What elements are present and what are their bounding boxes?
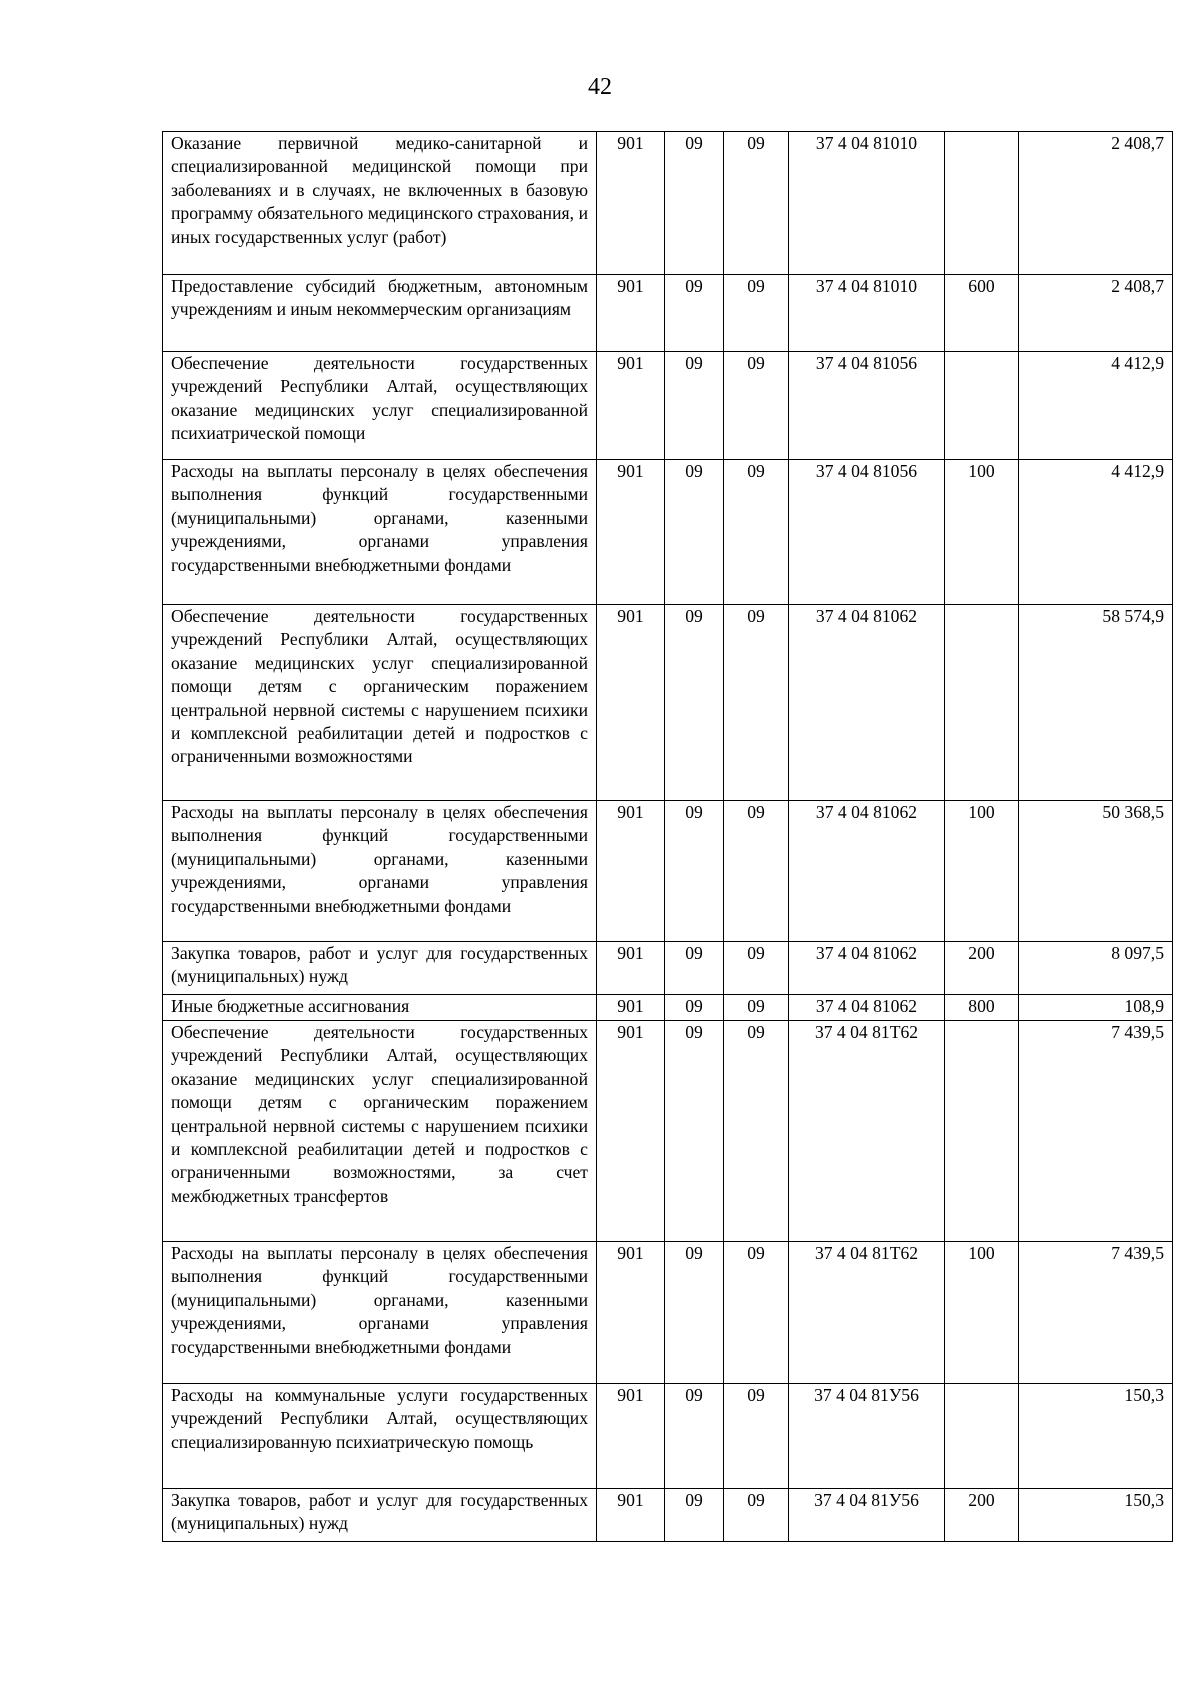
row-description: Оказание первичной медико-санитарной и специализированной медицинской помощи при заболеваниях и в случаях, не включенных в базовую программу обязательного медицинского страхования, и иных государственных услуг (работ) [163,132,597,275]
row-grbs: 901 [597,801,665,942]
row-amount: 50 368,5 [1019,801,1173,942]
row-expense-type [945,1021,1019,1242]
row-target-item: 37 4 04 81У56 [789,1384,945,1489]
row-amount: 7 439,5 [1019,1242,1173,1384]
table-row [163,460,1173,605]
row-grbs: 901 [597,1489,665,1542]
row-section: 09 [665,1021,724,1242]
row-subsection: 09 [724,1242,789,1384]
row-target-item: 37 4 04 81056 [789,460,945,605]
row-section: 09 [665,942,724,995]
row-amount: 7 439,5 [1019,1021,1173,1242]
row-section: 09 [665,275,724,352]
row-section: 09 [665,352,724,460]
table-row [163,942,1173,995]
row-amount: 150,3 [1019,1384,1173,1489]
row-description: Предоставление субсидий бюджетным, автономным учреждениям и иным некоммерческим организациям [163,275,597,352]
row-amount: 2 408,7 [1019,275,1173,352]
row-subsection: 09 [724,132,789,275]
row-target-item: 37 4 04 81010 [789,275,945,352]
budget-table [162,131,1173,1542]
row-amount: 4 412,9 [1019,352,1173,460]
row-target-item: 37 4 04 81056 [789,352,945,460]
row-target-item: 37 4 04 81010 [789,132,945,275]
row-description: Расходы на выплаты персоналу в целях обеспечения выполнения функций государственными (муниципальными) органами, казенными учреждениями, органами управления государственными внебюджетными фондами [163,460,597,605]
row-subsection: 09 [724,942,789,995]
row-grbs: 901 [597,1384,665,1489]
table-row [163,1384,1173,1489]
row-expense-type [945,1384,1019,1489]
row-subsection: 09 [724,1021,789,1242]
row-description: Закупка товаров, работ и услуг для государственных (муниципальных) нужд [163,942,597,995]
row-amount: 58 574,9 [1019,605,1173,801]
row-target-item: 37 4 04 81062 [789,801,945,942]
row-section: 09 [665,132,724,275]
row-section: 09 [665,1384,724,1489]
row-grbs: 901 [597,132,665,275]
row-section: 09 [665,460,724,605]
row-expense-type: 100 [945,1242,1019,1384]
row-description: Обеспечение деятельности государственных учреждений Республики Алтай, осуществляющих оказание медицинских услуг специализированной помощи детям с органическим поражением центральной нервной системы с нарушением психики и комплексной реабилитации детей и подростков с ограниченными возможностями [163,605,597,801]
row-subsection: 09 [724,275,789,352]
row-target-item: 37 4 04 81Т62 [789,1242,945,1384]
row-description: Закупка товаров, работ и услуг для государственных (муниципальных) нужд [163,1489,597,1542]
row-target-item: 37 4 04 81У56 [789,1489,945,1542]
row-section: 09 [665,1489,724,1542]
row-section: 09 [665,1242,724,1384]
row-subsection: 09 [724,460,789,605]
row-amount: 4 412,9 [1019,460,1173,605]
row-grbs: 901 [597,1021,665,1242]
row-subsection: 09 [724,801,789,942]
row-subsection: 09 [724,605,789,801]
row-description: Обеспечение деятельности государственных учреждений Республики Алтай, осуществляющих оказание медицинских услуг специализированной помощи детям с органическим поражением центральной нервной системы с нарушением психики и комплексной реабилитации детей и подростков с ограниченными возможностями, за счет межбюджетных трансфертов [163,1021,597,1242]
row-expense-type: 600 [945,275,1019,352]
row-expense-type [945,352,1019,460]
row-description: Иные бюджетные ассигнования [163,995,597,1021]
row-section: 09 [665,995,724,1021]
row-description: Расходы на выплаты персоналу в целях обеспечения выполнения функций государственными (муниципальными) органами, казенными учреждениями, органами управления государственными внебюджетными фондами [163,801,597,942]
row-expense-type [945,605,1019,801]
row-section: 09 [665,605,724,801]
page-number: 42 [588,74,612,100]
table-row [163,801,1173,942]
row-description: Расходы на выплаты персоналу в целях обеспечения выполнения функций государственными (муниципальными) органами, казенными учреждениями, органами управления государственными внебюджетными фондами [163,1242,597,1384]
row-description: Обеспечение деятельности государственных учреждений Республики Алтай, осуществляющих оказание медицинских услуг специализированной психиатрической помощи [163,352,597,460]
row-expense-type: 200 [945,1489,1019,1542]
row-target-item: 37 4 04 81062 [789,942,945,995]
row-target-item: 37 4 04 81Т62 [789,1021,945,1242]
row-amount: 8 097,5 [1019,942,1173,995]
row-grbs: 901 [597,942,665,995]
row-target-item: 37 4 04 81062 [789,995,945,1021]
table-row [163,1021,1173,1242]
row-amount: 108,9 [1019,995,1173,1021]
table-row [163,132,1173,275]
table-row [163,995,1173,1021]
row-expense-type: 200 [945,942,1019,995]
row-description: Расходы на коммунальные услуги государственных учреждений Республики Алтай, осуществляющих специализированную психиатрическую помощь [163,1384,597,1489]
row-expense-type: 100 [945,801,1019,942]
row-grbs: 901 [597,460,665,605]
row-section: 09 [665,801,724,942]
row-subsection: 09 [724,1489,789,1542]
table-row [163,605,1173,801]
row-target-item: 37 4 04 81062 [789,605,945,801]
row-expense-type: 100 [945,460,1019,605]
table-row [163,275,1173,352]
table-row [163,1489,1173,1542]
budget-table-body [163,132,1173,1542]
row-subsection: 09 [724,352,789,460]
table-row [163,1242,1173,1384]
row-expense-type: 800 [945,995,1019,1021]
row-grbs: 901 [597,275,665,352]
row-expense-type [945,132,1019,275]
row-amount: 150,3 [1019,1489,1173,1542]
table-row [163,352,1173,460]
row-grbs: 901 [597,605,665,801]
row-grbs: 901 [597,352,665,460]
row-grbs: 901 [597,1242,665,1384]
row-grbs: 901 [597,995,665,1021]
row-subsection: 09 [724,995,789,1021]
row-subsection: 09 [724,1384,789,1489]
row-amount: 2 408,7 [1019,132,1173,275]
